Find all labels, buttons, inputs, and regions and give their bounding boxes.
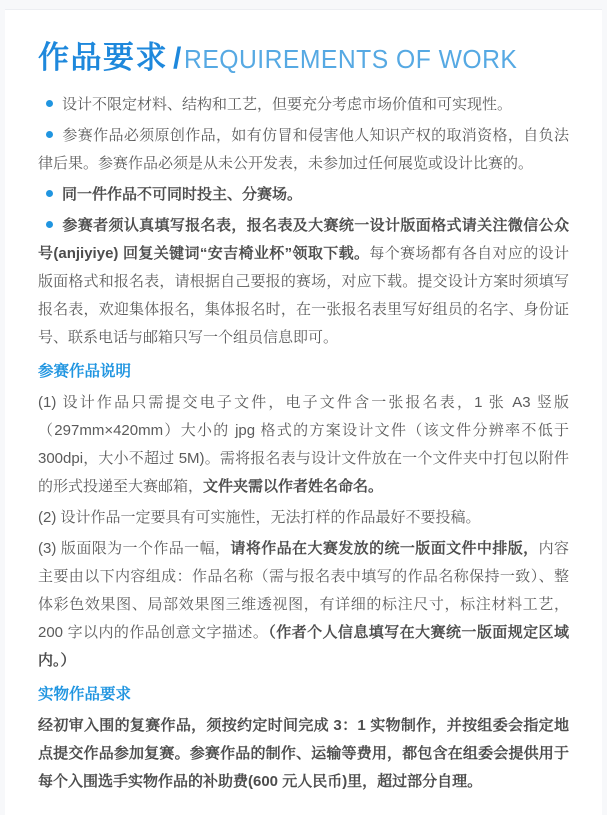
paragraph-text: (2) 设计作品一定要具有可实施性，无法打样的作品最好不要投稿。 [38, 509, 481, 526]
paragraph-physical-requirements [38, 712, 569, 796]
bullet-text: 每个赛场都有各自对应的设计版面格式和报名表，请根据自己要报的赛场，对应下载。提交设计方案时须填写报名表，欢迎集体报名，集体报名时，在一张报名表里写好组员的名字、身份证号、联系电话与邮箱只写一个组员信息即可。 [38, 245, 569, 346]
bullet-text: 同一件作品不可同时投主、分赛场。 [62, 186, 303, 203]
paragraph-text-bold: 文件夹需以作者姓名命名。 [203, 478, 384, 495]
paragraph-text-bold: 经初审入围的复赛作品，须按约定时间完成 3：1 实物制作，并按组委会指定地点提交作品参加复赛。参赛作品的制作、运输等费用，都包含在组委会提供用于每个入围选手实物作品的补助费(600 元人民币)里，超过部分自理。 [38, 717, 569, 790]
bullet-text: 参赛作品必须原创作品，如有仿冒和侵害他人知识产权的取消资格，自负法律后果。参赛作品必须是从未公开发表，未参加过任何展览或设计比赛的。 [38, 127, 569, 172]
bullet-dot-icon [46, 221, 53, 228]
bullet-text: 设计不限定材料、结构和工艺，但要充分考虑市场价值和可实现性。 [62, 96, 513, 113]
paragraph-layout-rules [38, 535, 569, 675]
paragraph-feasibility [38, 504, 569, 532]
bullet-item-registration-form [38, 212, 569, 352]
title-divider-slash: / [173, 42, 182, 75]
paragraph-text: (3) 版面限为一个作品一幅， [38, 540, 231, 557]
paragraph-text-bold: （作者个人信息填写在大赛统一版面规定区域内。） [38, 624, 569, 669]
section-heading-entry-notes: 参赛作品说明 [38, 363, 132, 380]
page-title-chinese: 作品要求 [38, 40, 168, 75]
paragraph-text: 内容主要由以下内容组成：作品名称（需与报名表中填写的作品名称保持一致）、整体彩色效果图、局部效果图三维透视图，有详细的标注尺寸，标注材料工艺，200 字以内的作品创意文字描述。 [38, 540, 569, 641]
page-title-english: REQUIREMENTS OF WORK [184, 44, 518, 74]
bullet-dot-icon [46, 131, 53, 138]
requirements-card [5, 9, 602, 815]
paragraph-text-bold: 请将作品在大赛发放的统一版面文件中排版， [230, 540, 539, 557]
paragraph-digital-files [38, 389, 569, 501]
requirements-body [38, 91, 569, 796]
section-heading-physical-work: 实物作品要求 [38, 686, 132, 703]
bullet-dot-icon [46, 100, 53, 107]
paragraph-text: (1) 设计作品只需提交电子文件，电子文件含一张报名表，1 张 A3 竖版（297mm×420mm）大小的 jpg 格式的方案设计文件（该文件分辨率不低于 300dpi，大小不超过 5M)。需将报名表与设计文件放在一个文件夹中打包以附件的形式投递至大赛邮箱， [38, 394, 569, 495]
bullet-item-originality [38, 122, 569, 178]
bullet-item-single-venue [38, 181, 569, 209]
bullet-text-bold: 参赛者须认真填写报名表，报名表及大赛统一设计版面格式请关注微信公众号(anjiyiye) 回复关键词“安吉椅业杯”领取下载。 [38, 217, 569, 262]
bullet-dot-icon [46, 190, 53, 197]
page-title [38, 32, 569, 77]
bullet-item-materials [38, 91, 569, 119]
